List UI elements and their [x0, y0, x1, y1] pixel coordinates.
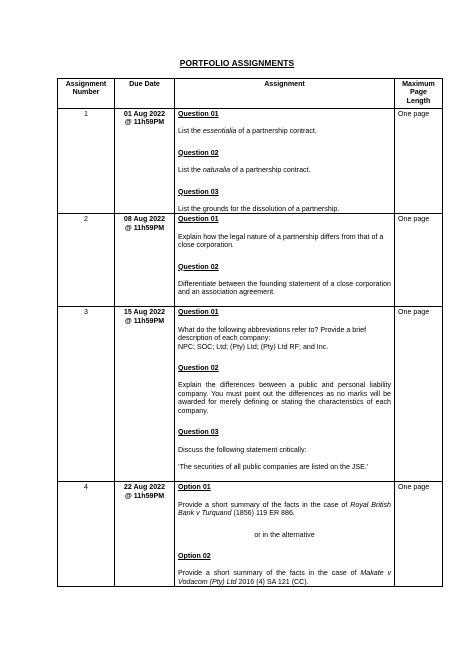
question-text: What do the following abbreviations refer to? Provide a brief description of each company: — [178, 325, 367, 343]
question-text: List the naturalia of a partnership contract. — [178, 166, 311, 175]
question-text: Differentiate between the founding statement of a close corporation and an association agreement. — [178, 280, 391, 297]
question-heading: Question 03 — [178, 187, 219, 196]
table-header-row — [58, 79, 443, 109]
header-max-page-length: Maximum Page Length — [395, 79, 443, 109]
due-date: 01 Aug 2022 — [123, 110, 166, 118]
question-heading: Question 02 — [178, 364, 219, 373]
assignment-number: 1 — [58, 109, 115, 214]
due-time: @ 11h59PM — [124, 491, 165, 500]
table-row — [58, 214, 443, 307]
assignment-cell — [175, 109, 395, 214]
abbreviation-list: NPC; SOC; Ltd; (Pty) Ltd; (Pty) Ltd RF; and Inc. — [178, 342, 329, 351]
question-text: Explain how the legal nature of a partnership differs from that of a close corporation. — [178, 232, 384, 250]
page-title: PORTFOLIO ASSIGNMENTS — [179, 58, 295, 68]
due-date: 08 Aug 2022 — [123, 215, 166, 224]
max-page-length: One page — [395, 109, 443, 214]
question-heading: Question 01 — [178, 308, 219, 317]
assignment-cell — [175, 307, 395, 482]
max-page-length: One page — [395, 214, 443, 307]
alternative-note: or in the alternative — [254, 530, 315, 539]
due-time: @ 11h59PM — [124, 118, 165, 127]
table-row — [58, 109, 443, 214]
table-row — [58, 482, 443, 587]
option-text: Provide a short summary of the facts in the case of Makate v Vodacom (Pty) Ltd 2016 (4) SA 121 (CC). — [178, 569, 392, 586]
assignment-cell — [175, 214, 395, 307]
assignment-number: 2 — [58, 214, 115, 307]
question-heading: Question 02 — [178, 148, 219, 157]
question-text: List the grounds for the dissolution of a partnership. — [178, 205, 340, 214]
question-text: Discuss the following statement critically: — [178, 445, 307, 454]
question-text: List the essentialia of a partnership contract. — [178, 127, 317, 136]
due-time: @ 11h59PM — [124, 223, 165, 232]
max-page-length: One page — [395, 307, 443, 482]
option-text: Provide a short summary of the facts in the case of Royal British Bank v Turquand (1856) 119 ER 886. — [178, 500, 391, 518]
header-assignment-number: Assignment Number — [58, 79, 115, 109]
assignment-cell — [175, 482, 395, 587]
due-date: 15 Aug 2022 — [123, 308, 166, 317]
quoted-statement: ‘The securities of all public companies are listed on the JSE.’ — [178, 462, 369, 471]
question-heading: Question 03 — [178, 428, 219, 437]
due-date-cell — [115, 109, 175, 214]
assignment-number: 3 — [58, 307, 115, 482]
question-heading: Question 01 — [178, 110, 219, 118]
option-heading: Option 01 — [178, 483, 211, 492]
header-assignment: Assignment — [175, 79, 395, 109]
question-text: Explain the differences between a public and personal liability company. You must point out the differences as no marks will be awarded for merely defining or stating the characteristics of each company. — [178, 381, 391, 415]
question-heading: Question 01 — [178, 215, 219, 224]
assignment-number: 4 — [58, 482, 115, 587]
due-time: @ 11h59PM — [124, 316, 165, 325]
due-date: 22 Aug 2022 — [123, 483, 166, 492]
question-heading: Question 02 — [178, 262, 219, 271]
max-page-length: One page — [395, 482, 443, 587]
due-date-cell — [115, 307, 175, 482]
table-row — [58, 307, 443, 482]
option-heading: Option 02 — [178, 552, 211, 561]
assignments-table — [57, 78, 443, 587]
header-due-date: Due Date — [115, 79, 175, 109]
due-date-cell — [115, 482, 175, 587]
due-date-cell — [115, 214, 175, 307]
